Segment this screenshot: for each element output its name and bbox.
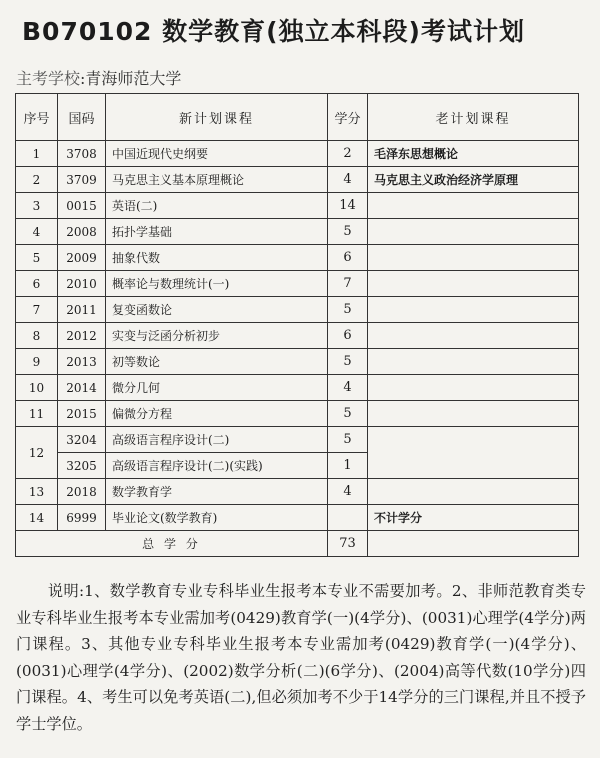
row-credit: 5 bbox=[328, 427, 368, 453]
row-seq: 1 bbox=[16, 141, 58, 167]
table-row bbox=[16, 427, 579, 453]
table-row bbox=[16, 219, 579, 245]
row-old-course bbox=[368, 245, 579, 271]
row-code: 3708 bbox=[58, 141, 106, 167]
table-row bbox=[16, 297, 579, 323]
table-row bbox=[16, 401, 579, 427]
row-old-course bbox=[368, 375, 579, 401]
total-label: 总 学 分 bbox=[16, 531, 328, 557]
row-seq: 8 bbox=[16, 323, 58, 349]
row-seq: 2 bbox=[16, 167, 58, 193]
row-course-name: 实变与泛函分析初步 bbox=[106, 323, 328, 349]
row-seq: 12 bbox=[16, 427, 58, 479]
row-code: 2014 bbox=[58, 375, 106, 401]
row-credit: 5 bbox=[328, 219, 368, 245]
school-name: 青海师范大学 bbox=[85, 69, 182, 88]
header-credit: 学分 bbox=[328, 94, 368, 141]
row-old-course bbox=[368, 193, 579, 219]
table-header-row bbox=[16, 94, 579, 141]
row-seq: 6 bbox=[16, 271, 58, 297]
row-course-name: 抽象代数 bbox=[106, 245, 328, 271]
row-seq: 7 bbox=[16, 297, 58, 323]
row-old-course: 不计学分 bbox=[368, 505, 579, 531]
table-row bbox=[16, 167, 579, 193]
row-old-course bbox=[368, 479, 579, 505]
row-old-course bbox=[368, 219, 579, 245]
header-new-course: 新计划课程 bbox=[106, 94, 328, 141]
school-label: 主考学校 bbox=[16, 69, 81, 88]
row-course-name: 马克思主义基本原理概论 bbox=[106, 167, 328, 193]
row-credit bbox=[328, 505, 368, 531]
school-separator: : bbox=[80, 69, 86, 88]
row-course-name: 数学教育学 bbox=[106, 479, 328, 505]
table-row bbox=[16, 479, 579, 505]
row-old-course bbox=[368, 297, 579, 323]
table-row bbox=[16, 245, 579, 271]
total-old-course bbox=[368, 531, 579, 557]
row-code: 0015 bbox=[58, 193, 106, 219]
row-code: 2011 bbox=[58, 297, 106, 323]
page-title: B070102 数学教育(独立本科段)考试计划 bbox=[22, 17, 525, 46]
row-seq: 9 bbox=[16, 349, 58, 375]
header-old-course: 老计划课程 bbox=[368, 94, 579, 141]
header-code: 国码 bbox=[58, 94, 106, 141]
total-row bbox=[16, 531, 579, 557]
row-code: 2010 bbox=[58, 271, 106, 297]
row-old-course bbox=[368, 427, 579, 479]
row-old-course bbox=[368, 401, 579, 427]
row-credit: 6 bbox=[328, 323, 368, 349]
row-seq: 13 bbox=[16, 479, 58, 505]
row-course-name: 英语(二) bbox=[106, 193, 328, 219]
row-seq: 4 bbox=[16, 219, 58, 245]
row-course-name: 高级语言程序设计(二)(实践) bbox=[106, 453, 328, 479]
header-seq: 序号 bbox=[16, 94, 58, 141]
row-code: 3204 bbox=[58, 427, 106, 453]
table-row bbox=[16, 349, 579, 375]
row-course-name: 概率论与数理统计(一) bbox=[106, 271, 328, 297]
row-seq: 14 bbox=[16, 505, 58, 531]
row-credit: 5 bbox=[328, 297, 368, 323]
row-seq: 5 bbox=[16, 245, 58, 271]
row-credit: 4 bbox=[328, 479, 368, 505]
row-code: 2015 bbox=[58, 401, 106, 427]
row-old-course: 毛泽东思想概论 bbox=[368, 141, 579, 167]
row-course-name: 复变函数论 bbox=[106, 297, 328, 323]
row-code: 2008 bbox=[58, 219, 106, 245]
row-old-course bbox=[368, 349, 579, 375]
row-seq: 11 bbox=[16, 401, 58, 427]
row-seq: 3 bbox=[16, 193, 58, 219]
row-old-course bbox=[368, 323, 579, 349]
row-old-course bbox=[368, 271, 579, 297]
table-row bbox=[16, 505, 579, 531]
row-code: 2018 bbox=[58, 479, 106, 505]
row-credit: 5 bbox=[328, 349, 368, 375]
row-code: 2009 bbox=[58, 245, 106, 271]
row-code: 3205 bbox=[58, 453, 106, 479]
row-credit: 2 bbox=[328, 141, 368, 167]
row-credit: 14 bbox=[328, 193, 368, 219]
row-code: 6999 bbox=[58, 505, 106, 531]
row-course-name: 初等数论 bbox=[106, 349, 328, 375]
table-row bbox=[16, 193, 579, 219]
row-code: 3709 bbox=[58, 167, 106, 193]
row-credit: 7 bbox=[328, 271, 368, 297]
total-credit: 73 bbox=[328, 531, 368, 557]
row-course-name: 高级语言程序设计(二) bbox=[106, 427, 328, 453]
row-credit: 1 bbox=[328, 453, 368, 479]
row-credit: 4 bbox=[328, 167, 368, 193]
row-course-name: 偏微分方程 bbox=[106, 401, 328, 427]
row-credit: 4 bbox=[328, 375, 368, 401]
row-course-name: 拓扑学基础 bbox=[106, 219, 328, 245]
row-course-name: 微分几何 bbox=[106, 375, 328, 401]
table-row bbox=[16, 141, 579, 167]
row-seq: 10 bbox=[16, 375, 58, 401]
row-course-name: 毕业论文(数学教育) bbox=[106, 505, 328, 531]
row-course-name: 中国近现代史纲要 bbox=[106, 141, 328, 167]
exam-plan-table bbox=[15, 93, 579, 557]
exam-school bbox=[16, 66, 181, 89]
table-row bbox=[16, 323, 579, 349]
row-old-course: 马克思主义政治经济学原理 bbox=[368, 167, 579, 193]
row-credit: 5 bbox=[328, 401, 368, 427]
table-row bbox=[16, 271, 579, 297]
notes-text: 说明:1、数学教育专业专科毕业生报考本专业不需要加考。2、非师范教育类专业专科毕业生报考本专业需加考(0429)教育学(一)(4学分)、(0031)心理学(4学分)两门课程。3、其他专业专科毕业生报考本专业需加考(0429)教育学(一)(4学分)、(0031)心理学(4学分)、(2002)数学分析(二)(6学分)、(2004)高等代数(10学分)四门课程。4、考生可以免考英语(二),但必须加考不少于14学分的三门课程,并且不授予学士学位。 bbox=[16, 582, 586, 733]
row-credit: 6 bbox=[328, 245, 368, 271]
table-row bbox=[16, 375, 579, 401]
row-code: 2012 bbox=[58, 323, 106, 349]
row-code: 2013 bbox=[58, 349, 106, 375]
